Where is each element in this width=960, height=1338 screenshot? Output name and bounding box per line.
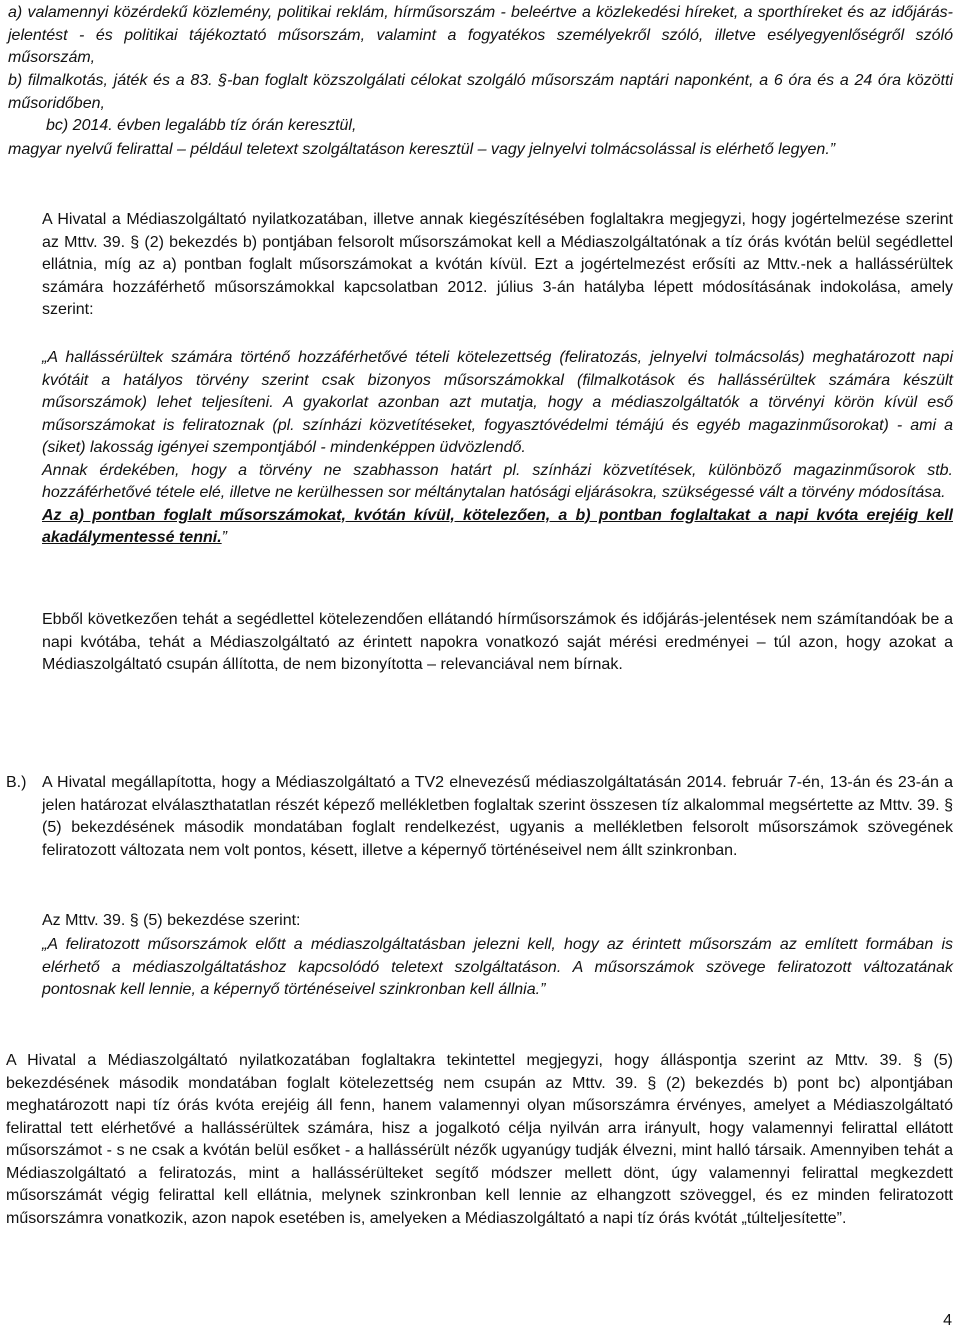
section-b-label: B.) [6, 774, 27, 791]
page-number: 4 [943, 1311, 952, 1329]
statement-quote [42, 347, 953, 550]
closing-paragraph: A Hivatal a Médiaszolgáltató nyilatkozatában foglaltakra tekintettel megjegyzi, hogy álláspontja szerint az Mttv. 39. § (5) bekezdésének második mondatában foglalt kötelezettség nem csupán az Mttv. 39. § (2) bekezdés b) pont bc) alpontjában meghatározott napi tíz órás kvóta erejéig áll fenn, hanem valamennyi olyan műsorszámra érvényes, amelyet a Médiaszolgáltató felirattal tett elérhetővé a hallássérültek számára, hisz a jogalkotó célja nyilván arra irányult, hogy valamennyi felirattal ellátott műsorszámot - s ne csak a kvótán belül esőket - a hallássérült nézők ugyanúgy tudják élvezni, mint halló társaik. Amennyiben tehát a Médiaszolgáltató a feliratozás, mint a hallássérülteket segítő módszer mellett dönt, úgy valamennyi felirattal megkezdett műsorszámát végig felirattal kell ellátnia, melynek szinkronban kell lennie az elhangzott szöveggel, és ez minden feliratozott műsorszámra vonatkozik, azon napok esetében is, amelyeken a Médiaszolgáltató a napi tíz órás kvótát „túlteljesítette”. [6, 1052, 953, 1227]
quote-emphasis: Az a) pontban foglalt műsorszámokat, kvótán kívül, kötelezően, a b) pontban foglaltakat a napi kvóta erejéig kell akadálymentessé tenni. [42, 506, 953, 546]
intro-point-a: a) valamennyi közérdekű közlemény, politikai reklám, hírműsorszám - beleértve a közlekedési híreket, a sporthíreket és az időjárás-jelentést - és politikai tájékoztató műsorszám, valamint a fogyatékos személyekről szóló, illetve esélyegyenlőségről szóló műsorszám, [8, 4, 953, 66]
intro-point-b: b) filmalkotás, játék és a 83. §-ban foglalt közszolgálati célokat szolgáló műsorszám naptári naponként, a 6 óra és a 24 óra közötti műsoridőben, [8, 72, 953, 112]
intro-point-bc: bc) 2014. évben legalább tíz órán keresztül, [46, 117, 357, 134]
quote-text-2: Annak érdekében, hogy a törvény ne szabhasson határt pl. színházi közvetítések, különböző magazinműsorok stb. hozzáférhetővé tétele elé, illetve ne kerülhessen sor méltánytalan hatósági eljárásokra, szükségessé vált a törvény módosítása. [42, 461, 953, 501]
statement-paragraph-1: A Hivatal a Médiaszolgáltató nyilatkozatában, illetve annak kiegészítésében foglaltakra megjegyzi, hogy jogértelmezése szerint az Mttv. 39. § (2) bekezdés b) pontjában felsorolt műsorszámokat kell a Médiaszolgáltatónak a tíz órás kvótán belül segédlettel ellátnia, míg az a) pontban foglalt műsorszámokat a kvótán kívül. Ezt a jogértelmezést erősíti az Mttv.-nek a hallássérültek számára hozzáférhető műsorszámokkal kapcsolatban 2012. július 3-án hatályba lépett módosításának indokolása, amely szerint: [42, 211, 953, 318]
statement-paragraph-2: Ebből következően tehát a segédlettel kötelezendően ellátandó hírműsorszámok és időjárás-jelentések nem számítandóak be a napi kvótába, tehát a Médiaszolgáltató az érintett napokra vonatkozó saját mérési eredményei – túl azon, hogy azokat a Médiaszolgáltató csupán állította, de nem bizonyította – relevanciával nem bírnak. [42, 611, 953, 673]
section-b-quote: „A feliratozott műsorszámok előtt a médiaszolgáltatásban jelezni kell, hogy az érintett műsorszám az említett formában is elérhető a médiaszolgáltatáshoz kapcsolódó teletext szolgáltatáson. A műsorszámok szövege feliratozott változatának pontosnak kell lennie, a képernyő történéseivel szinkronban kell állnia.” [42, 936, 953, 998]
quote-text-1: „A hallássérültek számára történő hozzáférhetővé tételi kötelezettség (feliratozás, jelnyelvi tolmácsolás) meghatározott napi kvótáit a hatályos törvény szerint csak bizonyos műsorszámokkal (filmalkotások és hallássérültek számára készült műsorszámok) lehet teljesíteni. A gyakorlat azonban azt mutatja, hogy a médiaszolgáltatók a törvényi körön kívül eső műsorszámokat is feliratoznak (pl. színházi közvetítéseket, fogyasztóvédelmi témájú és egyéb magazinműsorokat) - ami a (siket) lakosság igényei szempontjából - mindenképpen üdvözlendő. [42, 349, 953, 456]
intro-closing-clause: magyar nyelvű felirattal – például teletext szolgáltatáson keresztül – vagy jelnyelvi tolmácsolással is elérhető legyen.” [8, 141, 836, 158]
section-b-paragraph-2: Az Mttv. 39. § (5) bekezdése szerint: [42, 912, 301, 929]
section-b-paragraph-1: A Hivatal megállapította, hogy a Médiaszolgáltató a TV2 elnevezésű médiaszolgáltatásán 2014. február 7-én, 13-án és 23-án a jelen határozat elválaszthatatlan részét képező mellékletben foglaltak szerint összesen tíz alkalommal megsértette az Mttv. 39. § (5) bekezdésének második mondatában foglalt rendelkezést, ugyanis a mellékletben felsorolt műsorszámok szövegének feliratozott változata nem volt pontos, késett, illetve a képernyő történéseivel nem állt szinkronban. [42, 774, 953, 859]
quote-close-mark: ” [221, 529, 227, 546]
